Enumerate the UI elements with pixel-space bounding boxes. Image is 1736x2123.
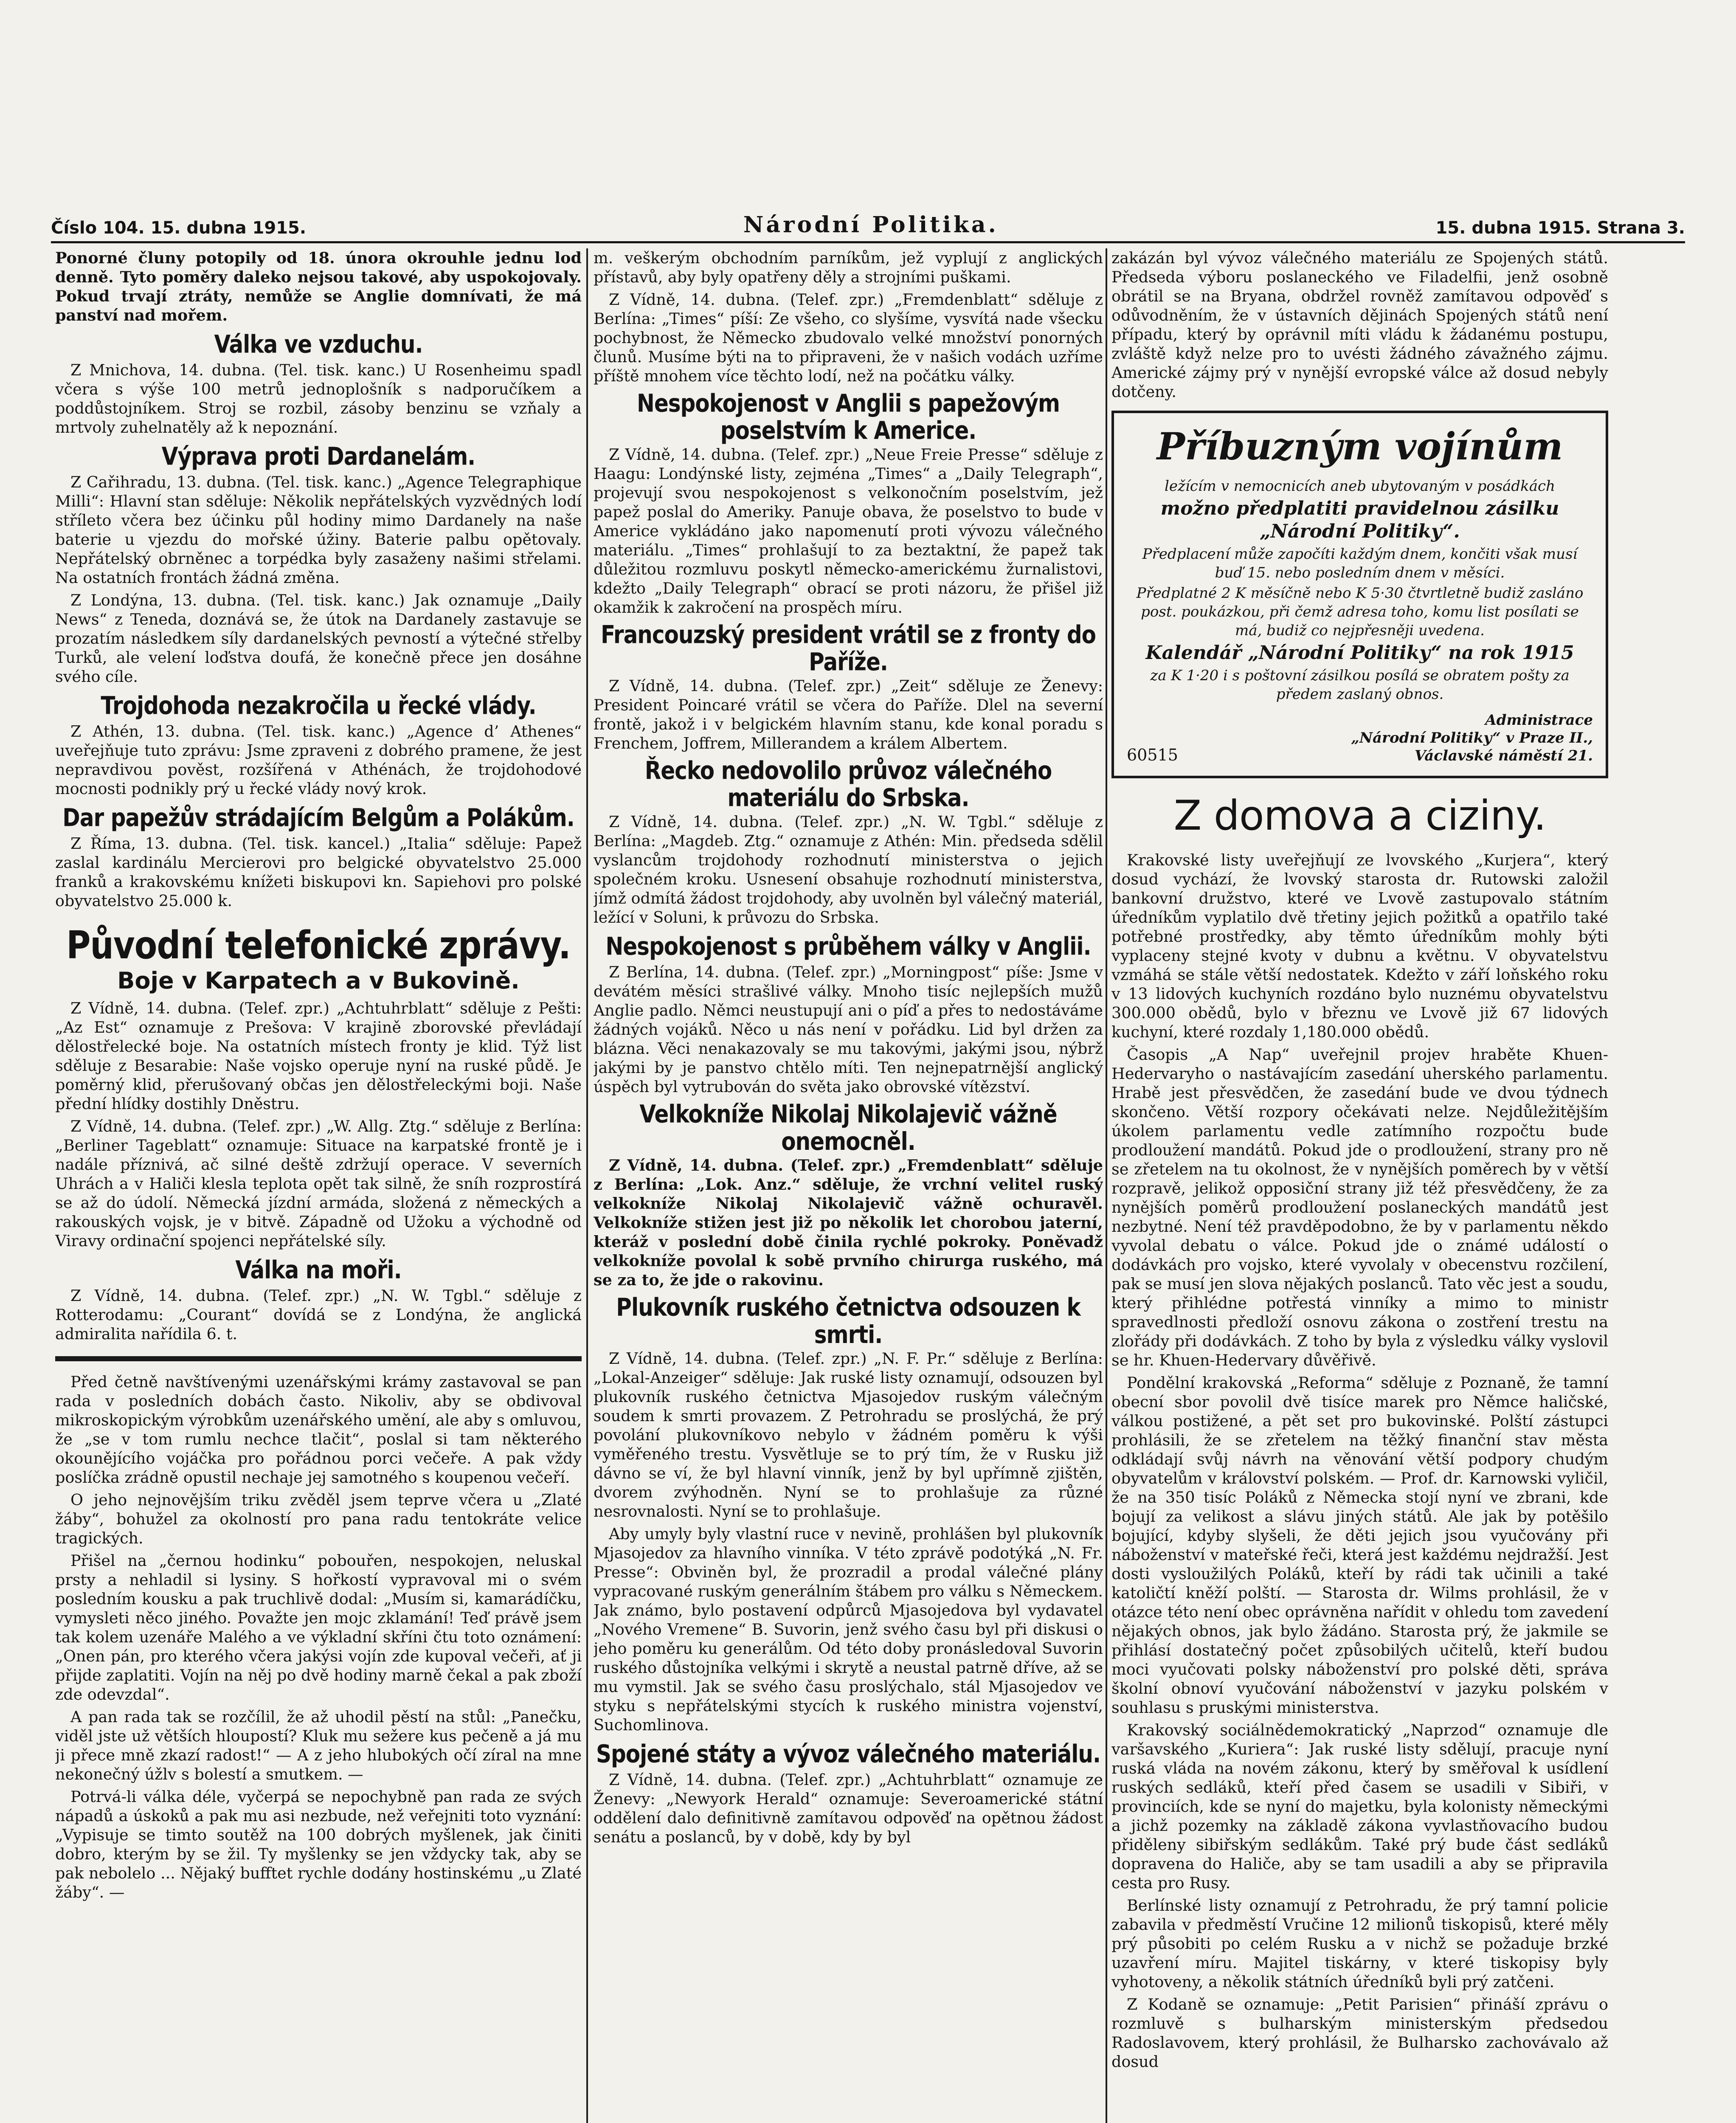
headline: Boje v Karpatech a v Bukovině. xyxy=(117,967,520,994)
header-rule xyxy=(51,241,1685,243)
article-paragraph: Z Vídně, 14. dubna. (Telef. zpr.) „W. Allg. Ztg.“ sděluje z Berlína: „Berliner Tageblatt“ oznamuje: Situace na karpatské frontě je i nadále příznivá, ač silné deště zdržují operace. V severních Uhrách a v Haliči klesla teplota opět tak silně, že sníh rozprostírá se až do údolí. Německá jízdní armáda, složená z německých a rakouských vojsk, je v bitvě. Západně od Užoku a východně od Viravy ordinační spojenci nepřátelské síly. xyxy=(55,1117,582,1250)
headline: Plukovník ruského četnictva odsouzen k smrti. xyxy=(616,1293,1080,1349)
article-paragraph: Z Vídně, 14. dubna. (Telef. zpr.) „Neue Freie Presse“ sděluje z Haagu: Londýnské listy, zejména „Times“ a „Daily Telegraph“, projevují svou nespokojenost s velkonočním poselstvím, jež papež poslal do Ameriky. Panuje obava, že poselstvo to bude v Americe vykládáno jako napomenutí proti vývozu válečného materiálu. „Times“ prohlašují to za beztaktní, že papež tak důležitou rozmluvu poskytl německo-americkému žurnalistovi, kdežto „Daily Telegraph“ obrací se proti názoru, že přišel již okamžik k zakročení na prospěch míru. xyxy=(594,445,1103,617)
ad-text: možno předplatiti pravidelnou zásilku xyxy=(1160,498,1559,519)
column-1 xyxy=(55,248,582,2123)
article-paragraph: Krakovské listy uveřejňují ze lvovského „Kurjera“, který dosud vychází, že lvovský starosta dr. Rutowski založil bankovní družstvo, které ve Lvově zastupovalo státním úředníkům vyplatilo dvě třetiny jejich požitků a opatřilo také potřebné prostředky, aby těmto úředníkům mohly býti vyplaceny stejné kvoty v dubnu a květnu. V obyvatelstvu vzmáhá se stále větší nedostatek. Kdežto v září loňského roku v 13 lidových kuchyních rozdáno bylo nuznému obyvatelstvu 300.000 obědů, bylo v březnu ve Lvově již 67 lidových kuchyní, které rozdaly 1,180.000 obědů. xyxy=(1111,851,1608,1041)
article-paragraph: Z Vídně, 14. dubna. (Telef. zpr.) „N. F. Pr.“ sděluje z Berlína: „Lokal-Anzeiger“ sděluje: Jak ruské listy oznamují, odsouzen byl plukovník ruského četnictva Mjasojedov ruským válečným soudem k smrti provazem. Z Petrohradu se proslýchá, že prý povolání plukovníkovo nebylo v žádném poměru k výši vyměřeného trestu. Vysvětluje se to prý tím, že v Rusku již dávno se ví, že byl hlavní vinník, jenž by byl upřímně zjištěn, dvorem zvýhodněn. Nyní se to prohlašuje za různé nesrovnalosti. Nyní se to prohlašuje. xyxy=(594,1349,1103,1520)
column-3 xyxy=(1111,248,1608,2123)
headline: Nespokojenost s průběhem války v Anglii. xyxy=(605,932,1091,961)
article-paragraph: Z Vídně, 14. dubna. (Telef. zpr.) „Achtuhrblatt“ oznamuje ze Ženevy: „Newyork Herald“ oznamuje: Severoamerické státní oddělení dalo definitivně zamítavou odpověď na opětnou žádost senátu a poslanců, by v době, kdy by byl xyxy=(594,1771,1103,1846)
ad-text: „Národní Politiky“. xyxy=(1260,521,1460,542)
article-paragraph: Z Londýna, 13. dubna. (Tel. tisk. kanc.) Jak oznamuje „Daily News“ z Teneda, doznává se, že útok na Dardanely zastavuje se prozatím následkem síly dardanelských pevností a výtečné střelby Turků, ale velení loďstva doufá, že konečně přece jen dosáhne svého cíle. xyxy=(55,591,582,686)
article-paragraph: Berlínské listy oznamují z Petrohradu, že prý tamní policie zabavila v předměstí Vručine 12 milionů tiskopisů, které měly prý působiti po celém Rusku a v nichž se požaduje brzké uzavření míru. Majitel tiskárny, v které tiskopisy byly vyhotoveny, a několik státních úředníků byli prý zatčeni. xyxy=(1111,1896,1608,1991)
feuilleton-paragraph: Potrvá-li válka déle, vyčerpá se nepochybně pan rada ze svých nápadů a úskoků a pak mu asi nezbude, než veřejniti toto vyznání: „Vypisuje se timto soutěž na 100 dobrých myšlenek, jak činiti dobro, kterým by se žil. Ty myšlenky se jen vždycky tak, aby se pak nebolelo ... Nějaký bufftet rychle dodány hostinskému „u Zlaté žáby“. — xyxy=(55,1788,582,1901)
ad-admin-line: Václavské náměstí 21. xyxy=(1415,747,1593,764)
column-2 xyxy=(594,248,1103,2123)
headline: Válka ve vzduchu. xyxy=(214,330,423,359)
ad-text: Kalendář „Národní Politiky“ na rok 1915 xyxy=(1145,642,1574,664)
column-divider xyxy=(1106,248,1107,2123)
ad-title: Příbuzným vojínům xyxy=(1156,424,1563,468)
ad-text: za K 1·20 i s poštovní zásilkou posílá se obratem pošty za předem zaslaný obnos. xyxy=(1150,667,1570,703)
headline: Francouzský president vrátil se z fronty do Paříže. xyxy=(600,620,1096,676)
feuilleton-divider xyxy=(55,1356,582,1361)
article-paragraph: Ponorné čluny potopily od 18. února okrouhle jednu loď denně. Tyto poměry daleko nejsou takové, aby uspokojovaly. Pokud trvají ztráty, nemůže se Anglie domnívati, že má panství nad mořem. xyxy=(55,249,582,324)
article-paragraph: Aby umyly byly vlastní ruce v nevině, prohlášen byl plukovník Mjasojedov za hlavního vinníka. V této zprávě podotýká „N. Fr. Presse“: Obviněn byl, že prozradil a prodal válečné plány vypracované ruským generálním štábem pro válku s Německem. Jak známo, bylo postavení odpůrců Mjasojedova byl vydavatel „Nového Vremene“ B. Suvorin, jenž svého času byl při diskusi o jeho poměru ku generálům. Od této doby pronásledoval Suvorin ruského důstojníka velkými i skrytě a neustal patrně dříve, až se mu vymstil. Jak se svého času proslýchalo, stál Mjasojedov ve styku s nepřátelskými stycích k ruského ministra vojenství, Suchomlinova. xyxy=(594,1525,1103,1734)
ad-text: Předplatné 2 K měsíčně nebo K 5·30 čtvrtletně budiž zasláno post. poukázkou, při čemž adresa toho, komu list posílati se má, budiž co nejpřesněji uvedena. xyxy=(1136,585,1584,639)
headline: Dar papežův strádajícím Belgům a Polákům. xyxy=(62,803,574,832)
issue-info: Číslo 104. 15. dubna 1915. xyxy=(51,218,307,238)
section-headline: Původní telefonické zprávy. xyxy=(66,924,571,968)
headline: Trojdohoda nezakročila u řecké vlády. xyxy=(101,691,536,720)
feuilleton-paragraph: Před četně navštívenými uzenářskými krámy zastavoval se pan rada v posledních dobách často. Nikoliv, aby se obdivoval mikroskopickým výrobkům uzenářského umění, ale aby s omluvou, že „se v tom rumlu nechce tlačit“, poslal si tam některého okounějícího vojáčka pro pořádnou porci večeře. A pak vždy poslíčka zrádně opustil nechaje jej samotného s koupenou večeří. xyxy=(55,1373,582,1487)
article-paragraph: Z Vídně, 14. dubna. (Telef. zpr.) „Zeit“ sděluje ze Ženevy: President Poincaré vrátil se včera do Paříže. Dlel na severní frontě, jakož i v belgickém hlavním stanu, kde konal poradu s Frenchem, Joffrem, Millerandem a králem Albertem. xyxy=(594,677,1103,752)
article-paragraph: Z Kodaně se oznamuje: „Petit Parisien“ přináší zprávu o rozmluvě s bulharským ministerským předsedou Radoslavovem, který prohlásil, že Bulharsko zachovávalo až dosud xyxy=(1111,1995,1608,2071)
article-paragraph: Pondělní krakovská „Reforma“ sděluje z Poznaně, že tamní obecní sbor povolil dvě tisíce marek pro Němce haličské, válkou postižené, a pět set pro bukovinské. Polští zástupci prohlásili, že se zřetelem na těžký finanční stav města odkládají svůj návrh na věnování větší podpory chudým obyvatelům v království polském. — Prof. dr. Karnowski vyličil, že na 350 tisíc Poláků z Německa stojí nyní ve zbrani, kde bojují za velikost a slávu jiných států. Ale jak by potěšilo bojující, kdyby slyšeli, že děti jejich jsou vyučovány při náboženství v mateřské řeči, která jest každému nejdražší. Jest dosti vysloužilých Poláků, kteří by rádi tak učinili a také katoličtí kněží polští. — Starosta dr. Wilms prohlásil, že v otázce této není obec oprávněna nařídit v ohledu tom zavedení nějakých obnos, jak bylo žádáno. Starosta prý, že jakmile se přihlásí dostatečný počet způsobilých učitelů, kteří budou moci vyučovati polsky náboženství pro polské děti, správa školní obnoví vyučování náboženství v jazyku polském v souhlasu s pruskými ministerstva. xyxy=(1111,1374,1608,1717)
headline: Nespokojenost v Anglii s papežovým poselstvím k Americe. xyxy=(636,389,1060,445)
article-paragraph: Z Říma, 13. dubna. (Tel. tisk. kancel.) „Italia“ sděluje: Papež zaslal kardinálu Mercierovi pro belgické obyvatelstvo 25.000 franků a krakovskému knížeti biskupovi kn. Sapiehovi pro polské obyvatelstvo 25.000 k. xyxy=(55,834,582,910)
article-paragraph: Krakovský sociálnědemokratický „Naprzod“ oznamuje dle varšavského „Kuriera“: Jak ruské listy sdělují, pracuje nyní ruská vláda na novém zákonu, který by směřoval k usídlení ruských sedláků, kteří před časem se usadili v Sibiři, v provinciích, kde se nyní do majetku, byla kolonisty německými a jichž pozemky na základě zákona vyvlastňovacího budou přiděleny sibiřským sedlákům. Také prý bude část sedláků dopravena do Haliče, aby se tam usadili a aby se připravila cesta pro Rusy. xyxy=(1111,1721,1608,1892)
headline: Výprava proti Dardanelám. xyxy=(161,442,476,471)
article-paragraph: Z Athén, 13. dubna. (Tel. tisk. kanc.) „Agence d’ Athenes“ uveřejňuje tuto zprávu: Jsme zpraveni z dobrého pramene, že jest nepravdivou pověst, rozšířená v Athénách, že trojdohodové mocnosti podnikly prý u řecké vlády nový krok. xyxy=(55,722,582,798)
article-paragraph: Z Vídně, 14. dubna. (Telef. zpr.) „N. W. Tgbl.“ sděluje z Berlína: „Magdeb. Ztg.“ oznamuje z Athén: Min. předseda sdělil vyslancům trojdohody rozhodnutí ministerstva o jejich společném kroku. Usnesení obsahuje rozhodnutí ministerstva, jímž odmítá žádost trojdohody, aby uvolněn byl válečný materiál, ležící v Soluni, k průvozu do Srbska. xyxy=(594,813,1103,926)
article-paragraph: zakázán byl vývoz válečného materiálu ze Spojených států. Předseda výboru poslaneckého ve Filadelfii, jenž osobně obrátil se na Bryana, obdržel rovněž zamítavou odpověď s odůvodněním, že v ústavních dějinách Spojených států není případu, který by oprávnil míti vládu k žádanému postupu, zvláště když nelze pro to uvésti žádného závažného zájmu. Americké zájmy prý v nynější evropské válce až dosud nebyly dotčeny. xyxy=(1111,249,1608,401)
headline: Řecko nedovolilo průvoz válečného materiálu do Srbska. xyxy=(644,756,1052,812)
section-headline: Z domova a ciziny. xyxy=(1173,792,1546,839)
feuilleton-paragraph: O jeho nejnovějším triku zvěděl jsem teprve včera u „Zlaté žáby“, bohužel za okolností pro pana radu tentokráte velice tragických. xyxy=(55,1491,582,1547)
newspaper-title: Národní Politika. xyxy=(743,212,999,238)
subscription-advertisement xyxy=(1111,411,1608,778)
article-paragraph: Časopis „A Nap“ uveřejnil projev hraběte Khuen-Hedervaryho o nastávajícím zasedání uherského parlamentu. Hrabě jest přesvědčen, že zasedání bude ve dvou týdnech skončeno. Větší rozpory očekávati nelze. Nejdůležitějším úkolem parlamentu vedle zatímního rozpočtu bude prodloužení mandátů. Pokud jde o prodloužení, strany pro ně se zřetelem na tu okolnost, že v nynějších poměrech by v větší rozpravě, jelikož opposiční strany již též přesvědčeny, že za nynějších poměrů prodloužení poslaneckých mandátů jest nezbytné. Není též pravděpodobno, že by v parlamentu někdo vyvolal debatu o válce. Pokud jde o známé událostí o dodávkách pro vojsko, které vyvolaly v obecenstvu rozčilení, pak se musí jen slova nějakých poslanců. Tato věc jest a soudu, který přihlédne potřestá vinníky a mimo to ministr spravedlnosti předloží osnovu zákona o zostření trestu na zlořády při dodávkách. Z toho by byla z výsledku války vyslovil se hr. Khuen-Hedervary důvěřivě. xyxy=(1111,1045,1608,1369)
article-paragraph: Z Vídně, 14. dubna. (Telef. zpr.) „Fremdenblatt“ sděluje z Berlína: „Lok. Anz.“ sděluje, že vrchní velitel ruský velkokníže Nikolaj Nikolajevič vážně ochuravěl. Velkokníže stižen jest již po několik let chorobou jaterní, kteráž v poslední době činila rychlé pokroky. Poněvadž velkokníže povolal k sobě prvního chirurga ruského, má se za to, že jde o rakovinu. xyxy=(594,1156,1103,1289)
ad-administration xyxy=(1351,711,1593,765)
article-paragraph: Z Vídně, 14. dubna. (Telef. zpr.) „Fremdenblatt“ sděluje z Berlína: „Times“ píší: Ze všeho, co slyšíme, vysvítá nade všecku pochybnost, že Německo zbudovalo velké množství ponorných člunů. Musíme býti na to připraveni, že v našich vodách uzříme příště mnohem více těchto lodí, než na počátku války. xyxy=(594,290,1103,385)
ad-text: ležícím v nemocnicích aneb ubytovaným v posádkách xyxy=(1164,478,1555,495)
ad-footer xyxy=(1127,711,1593,765)
ad-number: 60515 xyxy=(1127,746,1178,764)
date-page-info: 15. dubna 1915. Strana 3. xyxy=(1435,218,1685,238)
article-paragraph: Z Cařihradu, 13. dubna. (Tel. tisk. kanc.) „Agence Telegraphique Milli“: Hlavní stan sděluje: Několik nepřátelských vyzvědných lodí stříleto včera bez účinku půl hodiny mimo Dardanely na naše baterie u vjezdu do mořské úžiny. Baterie palbu opětovaly. Nepřátelský obrněnec a torpédka byly zasaženy našimi střelami. Na ostatních frontách žádná změna. xyxy=(55,473,582,587)
ad-text: Předplacení může započíti každým dnem, končiti však musí buď 15. nebo posledním dnem v měsíci. xyxy=(1142,546,1578,581)
ad-admin-line: Administrace xyxy=(1485,712,1593,729)
article-paragraph: Z Berlína, 14. dubna. (Telef. zpr.) „Morningpost“ píše: Jsme v devátém měsíci strašlivé války. Mnoho tisíc nejlepších mužů Anglie padlo. Němci neustupují ani o píď a přes to nedostáváme žádných vojáků. Něco u nás není v pořádku. Lid byl držen za blázna. Věci nenakazovaly se mu takovými, jakými jsou, nýbrž jakými by je panstvo chtělo míti. Ten nejnepatrnější anglický úspěch byl vytrubován do světa jako obrovské vítězství. xyxy=(594,963,1103,1096)
ad-admin-line: „Národní Politiky“ v Praze II., xyxy=(1351,729,1593,746)
article-paragraph: m. veškerým obchodním parníkům, jež vyplují z anglických přístavů, aby byly opatřeny děly a strojními puškami. xyxy=(594,249,1103,286)
article-paragraph: Z Mnichova, 14. dubna. (Tel. tisk. kanc.) U Rosenheimu spadl včera s výše 100 metrů jednoplošník s nadporučíkem a poddůstojníkem. Stroj se rozbil, zásoby benzinu se vzňaly a mrtvoly zuhelnatěly až k nepoznání. xyxy=(55,361,582,436)
headline: Velkokníže Nikolaj Nikolajevič vážně onemocněl. xyxy=(639,1100,1057,1156)
feuilleton-paragraph: Přišel na „černou hodinku“ pobouřen, nespokojen, neluskal prsty a nehladil si lysiny. S hořkostí vypravoval mi o svém posledním kousku a pak truchlivě dodal: „Musím si, kamarádíčku, vymysleti něco jiného. Považte jen mojc zklamání! Teď právě jsem tak kolem uzenáře Malého a ve výkladní skříni čtu toto oznámení: „Onen pán, pro kterého včera jakýsi vojín zde kupoval večeři, ať ji přijde zaplatiti. Vojín na něj po dvě hodiny marně čekal a pak zboží zde odevzdal“. xyxy=(55,1551,582,1703)
feuilleton-paragraph: A pan rada tak se rozčílil, že až uhodil pěstí na stůl: „Panečku, viděl jste už větších hloupostí? Kluk mu sežere kus pečeně a já mu ji přece mně zkazí radost!“ — A z jeho hlubokých očí zíral na mne nekonečný úžlv s bolestí a smutkem. — xyxy=(55,1708,582,1783)
page-header xyxy=(51,200,1685,238)
headline: Spojené státy a vývoz válečného materiálu. xyxy=(596,1740,1100,1768)
column-divider xyxy=(586,248,588,2123)
headline: Válka na moři. xyxy=(235,1256,402,1284)
article-paragraph: Z Vídně, 14. dubna. (Telef. zpr.) „Achtuhrblatt“ sděluje z Pešti: „Az Est“ oznamuje z Prešova: V krajině zborovské převládají dělostřelecké boje. Na ostatních místech fronty je klid. Týž list sděluje z Besarabie: Naše vojsko operuje nyní na ruské půdě. Je poměrný klid, přerušovaný občas jen dělostřeleckými boji. Naše přední hlídky dostihly Dněstru. xyxy=(55,999,582,1113)
article-paragraph: Z Vídně, 14. dubna. (Telef. zpr.) „N. W. Tgbl.“ sděluje z Rotterodamu: „Courant“ dovídá se z Londýna, že anglická admiralita nařídila 6. t. xyxy=(55,1287,582,1343)
